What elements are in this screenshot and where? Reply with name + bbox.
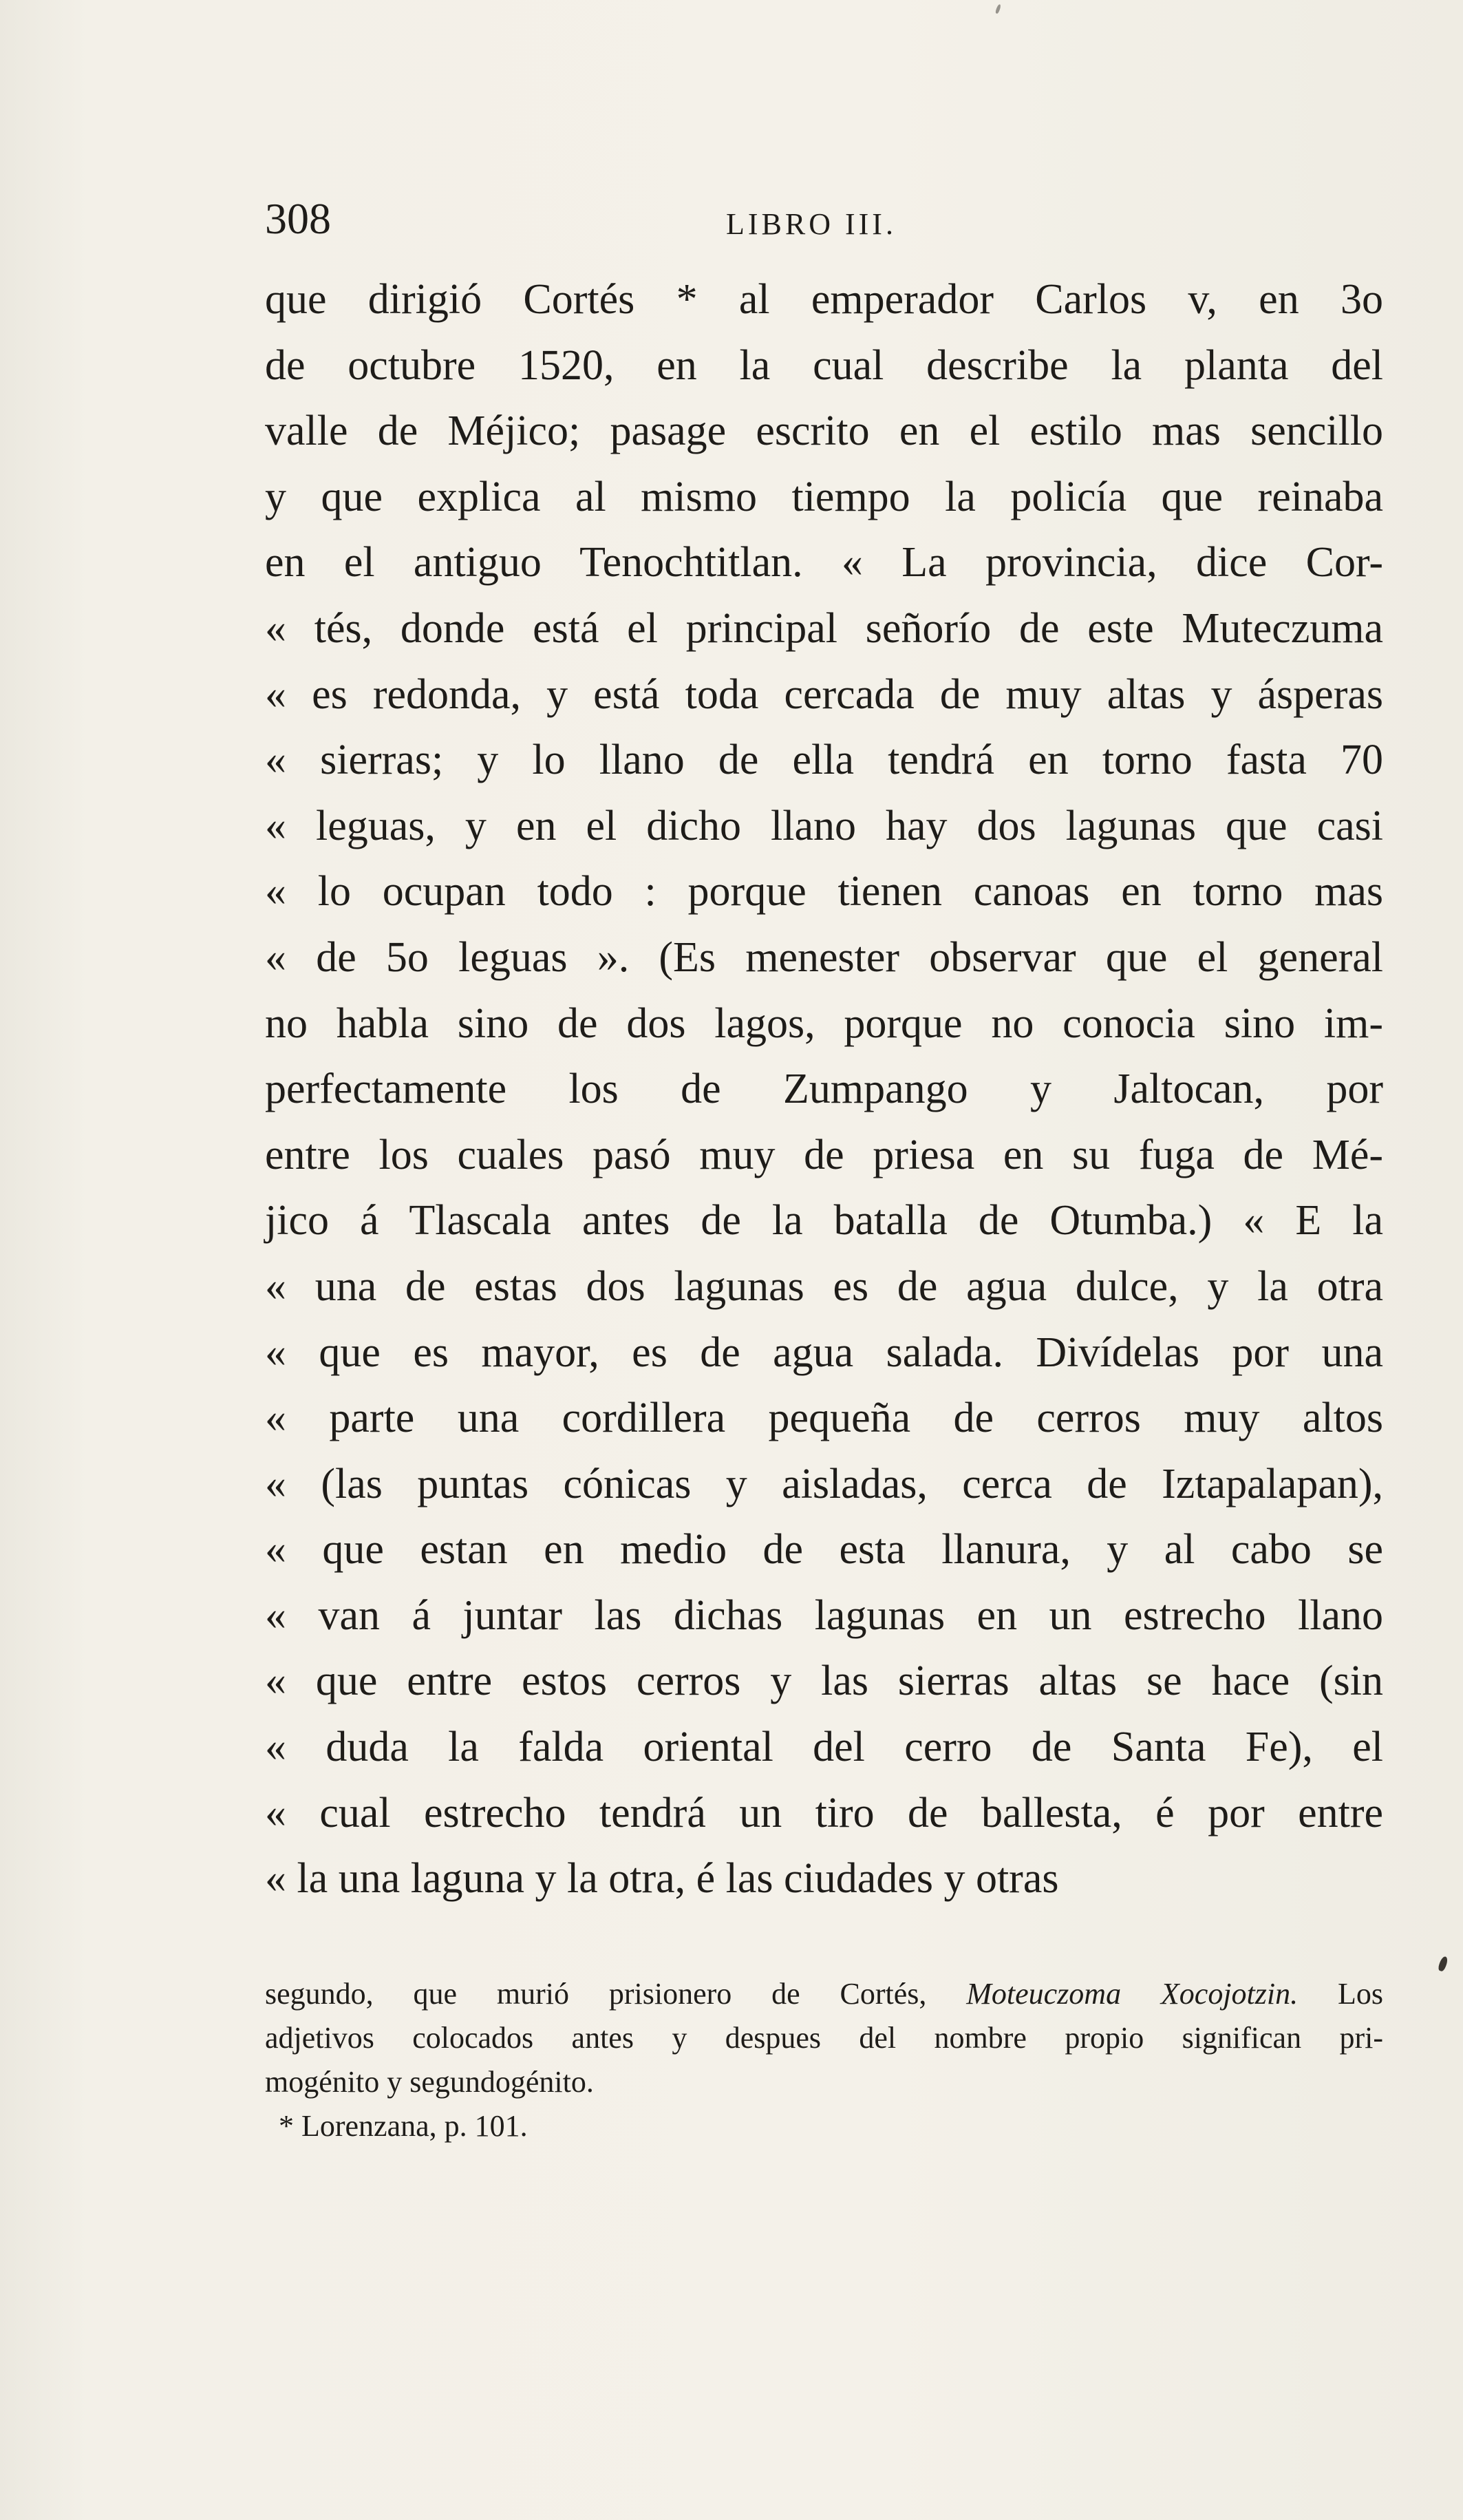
text-line: valle de Méjico; pasage escrito en el estilo mas sencillo [265,407,1383,455]
text-line: « de 5o leguas ». (Es menester observar que el general [265,933,1383,981]
text-line: « que entre estos cerros y las sierras altas se hace (sin [265,1658,1383,1705]
text-line: « es redonda, y está toda cercada de muy altas y ásperas [265,670,1383,718]
text-line: « lo ocupan todo : porque tienen canoas en torno mas [265,868,1383,915]
text-line: « sierras; y lo llano de ella tendrá en torno fasta 70 [265,737,1383,784]
running-head: LIBRO III. [726,207,897,241]
text-line: « que es mayor, es de agua salada. Divídelas por una [265,1328,1383,1376]
text-line: « la una laguna y la otra, é las ciudades y otras [265,1855,1059,1903]
text-line: de octubre 1520, en la cual describe la planta del [265,341,1383,389]
text-line: que dirigió Cortés * al emperador Carlos v, en 3o [265,276,1383,323]
page-number: 308 [265,194,331,243]
footnote-line: adjetivos colocados antes y despues del nombre propio significan pri- [265,2021,1383,2055]
text-line: « parte una cordillera pequeña de cerros muy altos [265,1395,1383,1442]
footnote-text: segundo, que murió prisionero de Cortés, [265,1977,967,2011]
text-line: no habla sino de dos lagos, porque no conocia sino im- [265,999,1383,1047]
text-line: « que estan en medio de esta llanura, y al cabo se [265,1526,1383,1574]
footnote-italic-name: Moteuczoma Xocojotzin. [966,1977,1299,2011]
text-line: « van á juntar las dichas lagunas en un estrecho llano [265,1591,1383,1639]
text-line: « cual estrecho tendrá un tiro de ballesta, é por entre [265,1789,1383,1836]
ink-spot [995,4,1001,14]
text-line: « (las puntas cónicas y aisladas, cerca de Iztapalapan), [265,1460,1383,1507]
footnote-line [265,1972,1383,2016]
main-text [265,267,1383,1912]
page-header [265,191,1380,246]
footnotes [265,1972,1383,2148]
footnote-text-end: Los [1298,1977,1383,2011]
text-line: « una de estas dos lagunas es de agua dulce, y la otra [265,1262,1383,1310]
ink-spot [1438,1956,1449,1972]
text-line: jico á Tlascala antes de la batalla de Otumba.) « E la [265,1197,1383,1245]
text-line: y que explica al mismo tiempo la policía que reinaba [265,473,1383,520]
text-line: « leguas, y en el dicho llano hay dos lagunas que casi [265,802,1383,849]
footnote-line: mogénito y segundogénito. [265,2065,594,2099]
text-line: entre los cuales pasó muy de priesa en su fuga de Mé- [265,1131,1383,1178]
text-line: « duda la falda oriental del cerro de Santa Fe), el [265,1724,1383,1771]
text-line: « tés, donde está el principal señorío de este Muteczuma [265,604,1383,652]
text-line: perfectamente los de Zumpango y Jaltocan, por [265,1066,1383,1113]
text-line: en el antiguo Tenochtitlan. « La provincia, dice Cor- [265,539,1383,586]
footnote-reference: * Lorenzana, p. 101. [279,2109,528,2143]
